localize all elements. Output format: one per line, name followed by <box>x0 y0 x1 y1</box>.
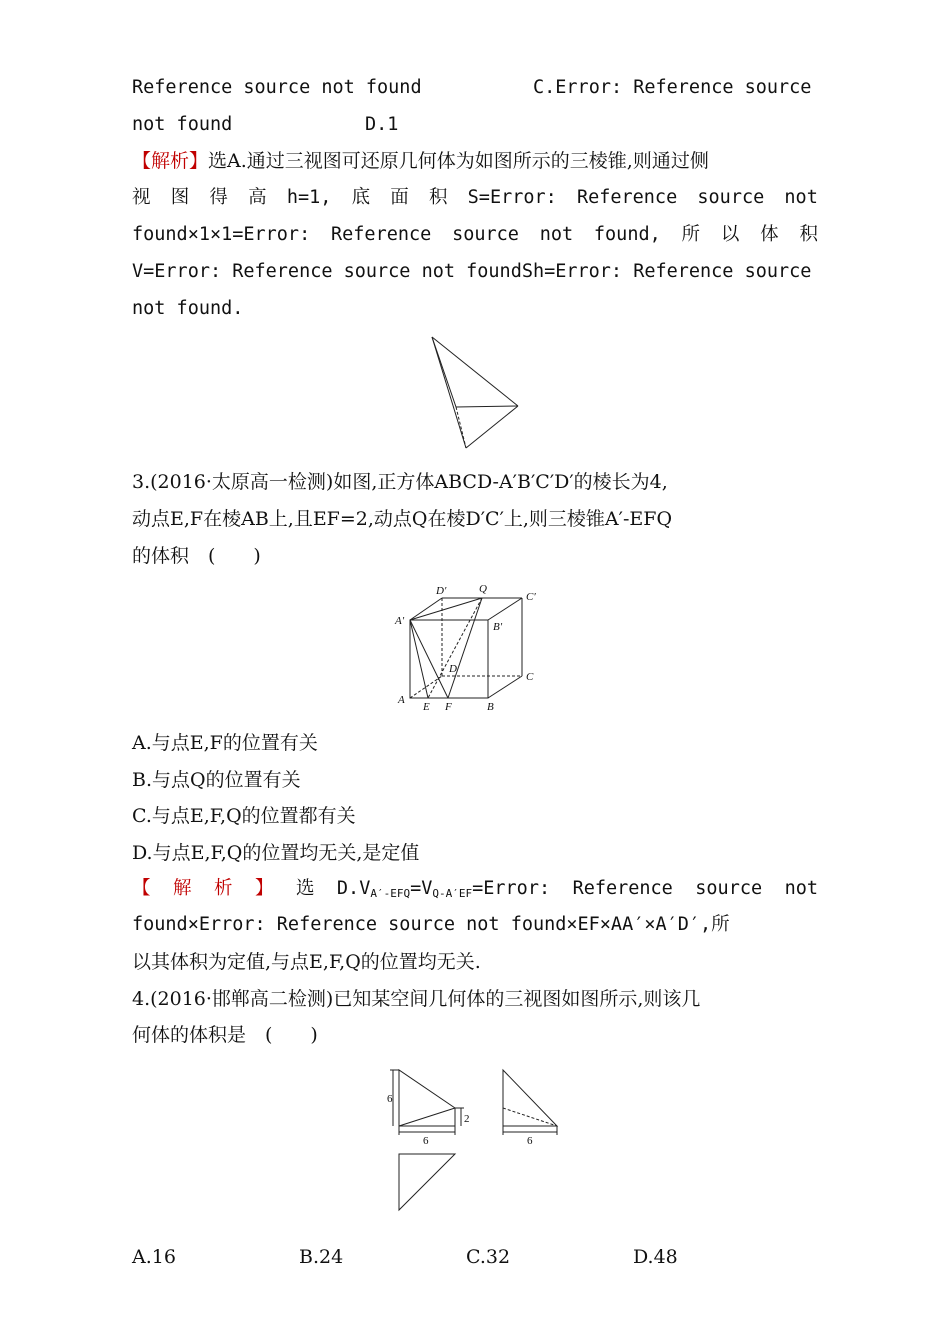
q2-option-d: D.1 <box>365 114 399 135</box>
edge <box>466 406 518 448</box>
front-view <box>399 1070 455 1126</box>
word: 以 <box>720 224 740 245</box>
dim-label-height-6: 6 <box>387 1093 393 1105</box>
q4-option-c: C.32 <box>466 1246 511 1268</box>
edge <box>488 676 522 698</box>
q3-option-a: A.与点E,F的位置有关 <box>132 732 318 754</box>
word: 高 <box>248 187 267 208</box>
hidden-edge-q-e <box>428 598 482 698</box>
q2-solution-line-1 <box>132 148 818 174</box>
word: 图 <box>170 187 190 208</box>
word: S=Error: <box>467 187 557 208</box>
label-b1: B′ <box>493 621 503 633</box>
label-d: D <box>449 663 457 675</box>
word: 选 <box>295 878 315 899</box>
solution-text: 选A.通过三视图可还原几何体为如图所示的三棱锥,则通过侧 <box>208 150 709 172</box>
edge <box>456 406 518 407</box>
word: 体 <box>760 224 779 245</box>
three-views-figure <box>385 1062 570 1214</box>
word: Reference <box>572 878 673 899</box>
subscript: A′-EFQ <box>370 887 411 900</box>
q3-solution-line-1 <box>132 876 818 907</box>
q3-stem-line-1: 3.(2016·太原高一检测)如图,正方体ABCD-A′B′C′D′的棱长为4, <box>132 471 668 493</box>
label-f: F <box>445 701 452 713</box>
label-a1: A′ <box>395 615 405 627</box>
q2-options-line-2 <box>132 112 818 138</box>
word: source <box>695 878 763 899</box>
q2-solution-line-3 <box>132 222 818 248</box>
word: found, <box>593 224 661 245</box>
q3-solution-line-3: 以其体积为定值,与点E,F,Q的位置均无关. <box>132 951 481 973</box>
label-d1: D′ <box>436 585 447 597</box>
side-view <box>503 1070 557 1126</box>
q3-solution-line-2: found×Error: Reference source not found×EF×AA′×A′D′,所 <box>132 914 730 935</box>
front-view-inner-edge <box>399 1108 455 1126</box>
word: Reference <box>576 187 678 208</box>
label-c: C <box>526 671 534 683</box>
q4-stem-line-1: 4.(2016·邯郸高二检测)已知某空间几何体的三视图如图所示,则该几 <box>132 988 701 1010</box>
word: not <box>784 187 818 208</box>
word: Reference <box>331 224 432 245</box>
solution-tag-part: 析 <box>213 878 233 899</box>
volume-expression <box>337 876 550 907</box>
q3-option-d: D.与点E,F,Q的位置均无关,是定值 <box>132 842 420 864</box>
q4-option-d: D.48 <box>633 1246 678 1268</box>
edge-q-f <box>448 598 482 698</box>
hidden-edge <box>410 676 442 698</box>
word: 底 <box>351 187 371 208</box>
solution-tag: 【解析】 <box>132 150 209 172</box>
word: not <box>539 224 574 245</box>
q4-option-a: A.16 <box>132 1246 176 1268</box>
word: 视 <box>132 187 151 208</box>
q3-option-c: C.与点E,F,Q的位置都有关 <box>132 805 356 827</box>
hidden-edge <box>456 407 466 448</box>
solution-tag-part: 解 <box>172 878 192 899</box>
q3-stem-line-3: 的体积 ( ) <box>132 545 261 567</box>
word: 积 <box>428 187 448 208</box>
q3-stem-line-2: 动点E,F在棱AB上,且EF=2,动点Q在棱D′C′上,则三棱锥A′-EFQ <box>132 508 673 530</box>
q2-option-c-tail: not found <box>132 114 233 135</box>
q4-option-b: B.24 <box>299 1246 344 1268</box>
word: source <box>452 224 519 245</box>
dim-label-width-6b: 6 <box>527 1135 533 1147</box>
front-face <box>410 620 488 698</box>
text: =V <box>410 878 433 899</box>
word: 所 <box>681 224 701 245</box>
pyramid-figure <box>420 333 530 455</box>
edge-a1-q <box>410 598 482 620</box>
word: source <box>697 187 765 208</box>
q2-solution-line-4: V=Error: Reference source not foundSh=Error: Reference source <box>132 261 812 282</box>
label-e: E <box>423 701 430 713</box>
label-b: B <box>487 701 494 713</box>
edge <box>410 598 442 620</box>
label-a: A <box>398 694 405 706</box>
q3-option-b: B.与点Q的位置有关 <box>132 769 301 791</box>
q2-solution-line-2 <box>132 185 818 211</box>
word: 得 <box>209 187 228 208</box>
label-q: Q <box>479 583 487 595</box>
cube-figure <box>390 578 550 716</box>
q2-option-b-tail: Reference source not found <box>132 77 422 98</box>
word: found×1×1=Error: <box>132 224 311 245</box>
edge <box>432 337 456 407</box>
text: =Error: <box>472 878 551 899</box>
edge-a1-e <box>410 620 428 698</box>
dim-label-width-6a: 6 <box>423 1135 429 1147</box>
word: 面 <box>390 187 409 208</box>
q2-options-line-1 <box>132 75 818 101</box>
q2-solution-line-5: not found. <box>132 298 244 319</box>
q4-stem-line-2: 何体的体积是 ( ) <box>132 1024 318 1046</box>
edge <box>432 337 518 406</box>
label-c1: C′ <box>526 591 536 603</box>
edge <box>488 598 522 620</box>
q2-option-c: C.Error: Reference source <box>533 77 812 98</box>
subscript: Q-A′EF <box>432 887 473 900</box>
top-view <box>399 1154 455 1210</box>
word: h=1, <box>286 187 332 208</box>
solution-tag-part: 【 <box>132 878 151 899</box>
word: not <box>784 878 818 899</box>
edge <box>432 337 466 448</box>
dim-label-height-2: 2 <box>464 1113 470 1125</box>
text: D.V <box>336 878 371 899</box>
solution-tag-part: 】 <box>254 878 274 899</box>
word: 积 <box>799 224 818 245</box>
